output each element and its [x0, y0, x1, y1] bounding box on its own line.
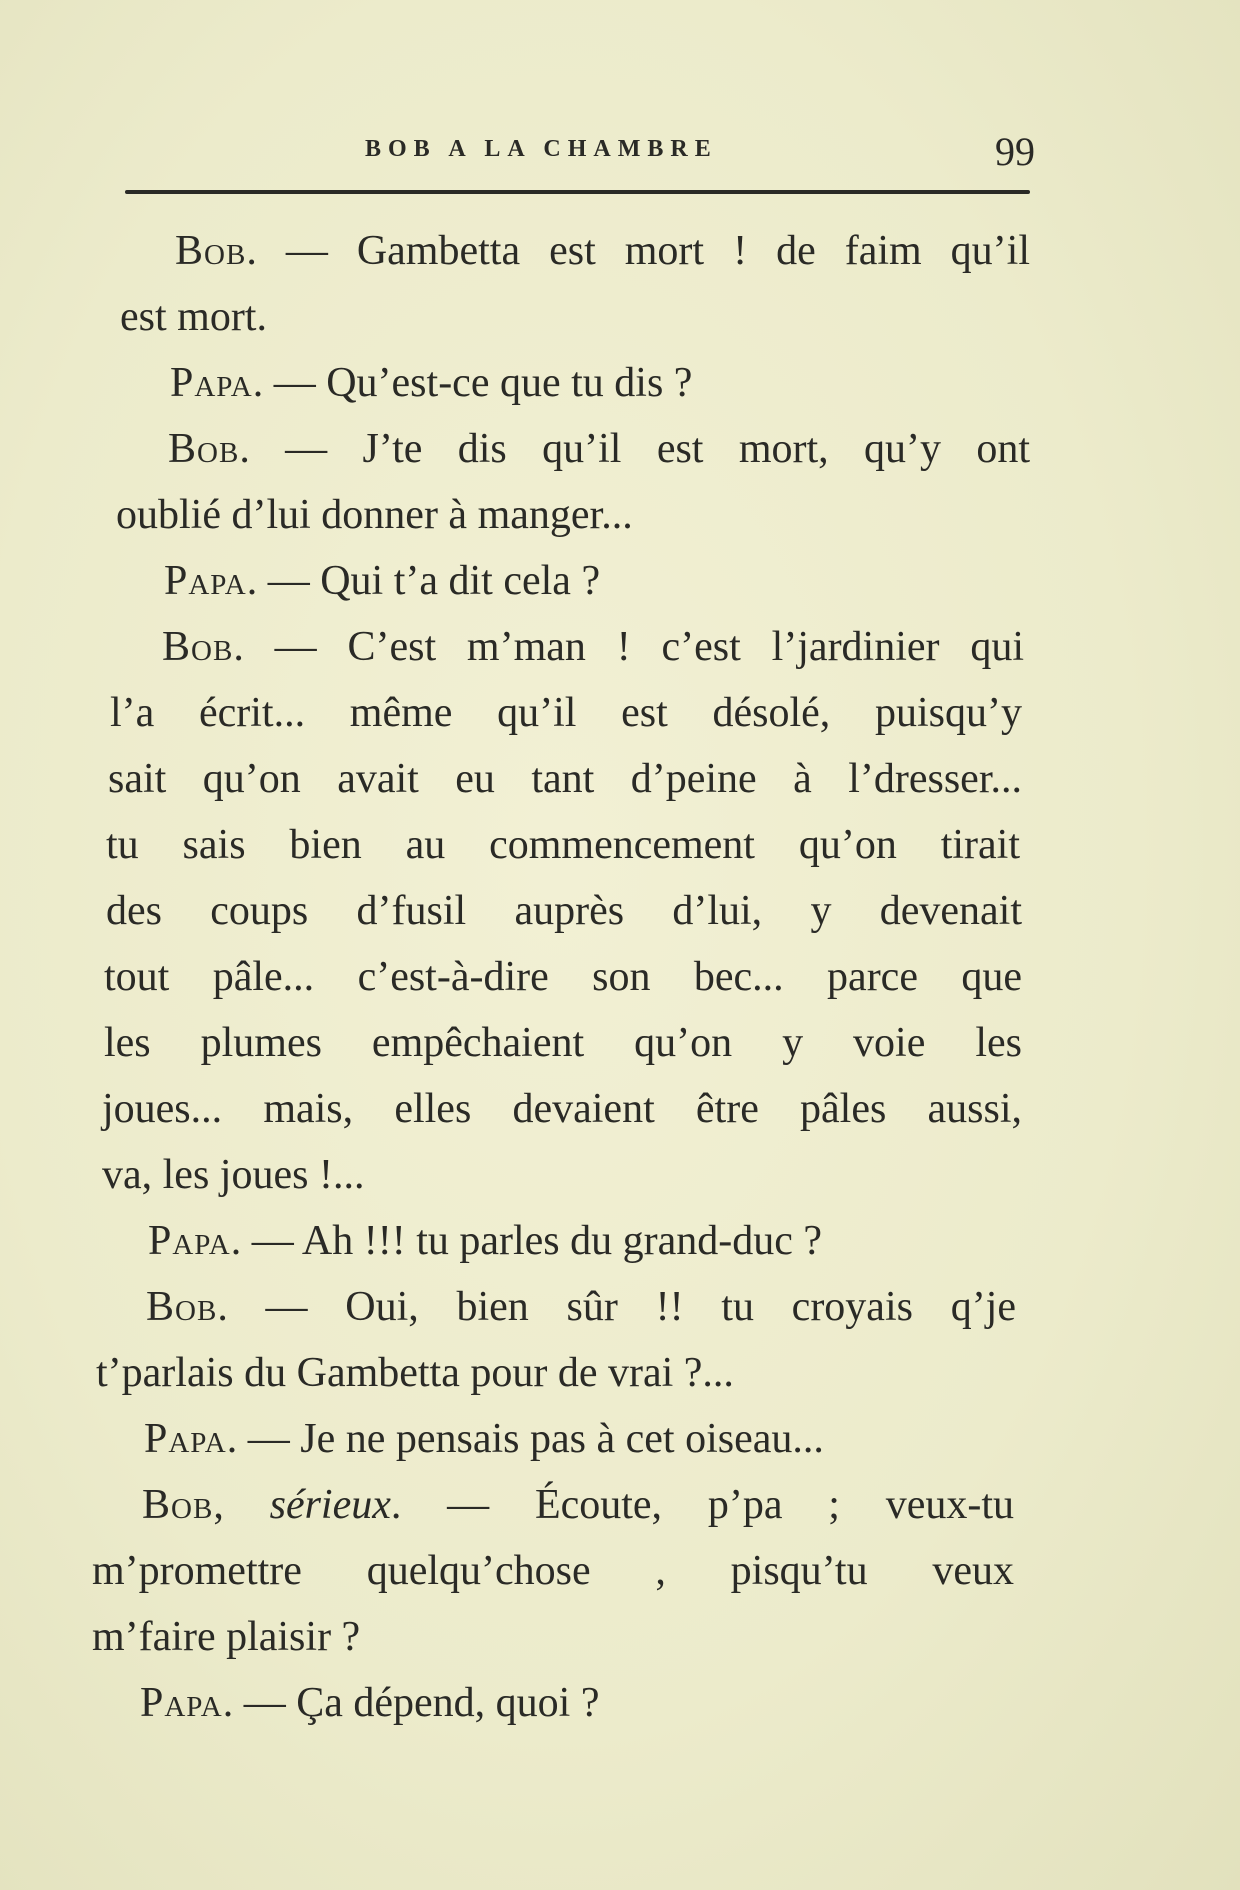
- text-line: [104, 1022, 1022, 1064]
- speaker-name: Papa: [144, 1416, 227, 1462]
- line-text: joues... mais, elles devaient être pâles aussi,: [102, 1086, 1022, 1132]
- speaker-name: Papa: [164, 558, 247, 604]
- speaker-name: Papa: [170, 360, 253, 406]
- text-line: [106, 824, 1020, 866]
- text-line: [108, 758, 1022, 800]
- line-text: m’faire plaisir ?: [92, 1614, 361, 1660]
- line-text: C’est m’man ! c’est l’jardinier qui: [347, 624, 1025, 670]
- line-text: Qu’est-ce que tu dis ?: [326, 360, 693, 406]
- line-text: Gambetta est mort ! de faim qu’il: [356, 228, 1030, 274]
- text-line: [92, 1550, 1014, 1592]
- text-line: [164, 560, 600, 602]
- text-line: [162, 626, 1024, 668]
- text-line: [148, 1220, 822, 1262]
- running-head: [125, 128, 1035, 178]
- text-line: [110, 692, 1022, 734]
- text-line: [140, 1682, 599, 1724]
- line-text: Écoute, p’pa ; veux-tu: [534, 1482, 1014, 1528]
- line-text: va, les joues !...: [102, 1152, 365, 1198]
- line-text: l’a écrit... même qu’il est désolé, puisqu’y: [110, 690, 1022, 736]
- speaker-name: Bob: [162, 624, 234, 670]
- text-line: [175, 230, 1030, 272]
- speaker-name: Bob: [146, 1284, 218, 1330]
- line-text: tu sais bien au commencement qu’on tirait: [106, 822, 1020, 868]
- text-line: [170, 362, 692, 404]
- line-text: Oui, bien sûr !! tu croyais q’je: [345, 1284, 1016, 1330]
- text-line: [116, 494, 633, 536]
- speaker-name: Papa: [140, 1680, 223, 1726]
- running-title: BOB A LA CHAMBRE: [365, 136, 718, 162]
- speaker-dash: . —: [390, 1482, 535, 1528]
- line-text: Je ne pensais pas à cet oiseau...: [300, 1416, 824, 1462]
- speaker-name: Bob: [168, 426, 240, 472]
- line-text: des coups d’fusil auprès d’lui, y devenait: [106, 888, 1022, 934]
- line-text: t’parlais du Gambetta pour de vrai ?...: [96, 1350, 734, 1396]
- speaker-name: Bob: [142, 1482, 214, 1528]
- text-line: [102, 1154, 364, 1196]
- line-text: Ça dépend, quoi ?: [296, 1680, 600, 1726]
- speaker-dash: . —: [226, 1416, 301, 1462]
- text-line: [92, 1616, 360, 1658]
- text-line: [146, 1286, 1016, 1328]
- line-text: m’promettre quelqu’chose , pisqu’tu veux: [92, 1548, 1014, 1594]
- text-line: [142, 1484, 1014, 1526]
- line-text: tout pâle... c’est-à-dire son bec... parce que: [104, 954, 1022, 1000]
- text-line: [102, 1088, 1022, 1130]
- speaker-dash: . —: [233, 624, 348, 670]
- speaker-dash: . —: [217, 1284, 346, 1330]
- line-text: J’te dis qu’il est mort, qu’y ont: [362, 426, 1031, 472]
- line-text: sait qu’on avait eu tant d’peine à l’dresser...: [108, 756, 1022, 802]
- line-text: Qui t’a dit cela ?: [320, 558, 601, 604]
- speaker-dash: . —: [246, 228, 357, 274]
- line-text: Ah !!! tu parles du grand-duc ?: [301, 1218, 823, 1264]
- speaker-dash: . —: [222, 1680, 297, 1726]
- speaker-name: Bob: [175, 228, 247, 274]
- stage-direction: sérieux: [269, 1482, 391, 1528]
- text-line: [106, 890, 1022, 932]
- line-text: oublié d’lui donner à manger...: [116, 492, 633, 538]
- text-line: [104, 956, 1022, 998]
- text-line: [120, 296, 267, 338]
- speaker-name: Papa: [148, 1218, 231, 1264]
- speaker-dash: . —: [246, 558, 321, 604]
- line-text: les plumes empêchaient qu’on y voie les: [104, 1020, 1022, 1066]
- text-line: [96, 1352, 734, 1394]
- page-number: 99: [995, 129, 1035, 174]
- text-line: [168, 428, 1030, 470]
- text-line: [144, 1418, 824, 1460]
- speaker-comma: ,: [213, 1482, 270, 1528]
- line-text: est mort.: [120, 294, 267, 340]
- speaker-dash: . —: [252, 360, 327, 406]
- header-rule: [125, 190, 1030, 194]
- speaker-dash: . —: [230, 1218, 302, 1264]
- speaker-dash: . —: [239, 426, 363, 472]
